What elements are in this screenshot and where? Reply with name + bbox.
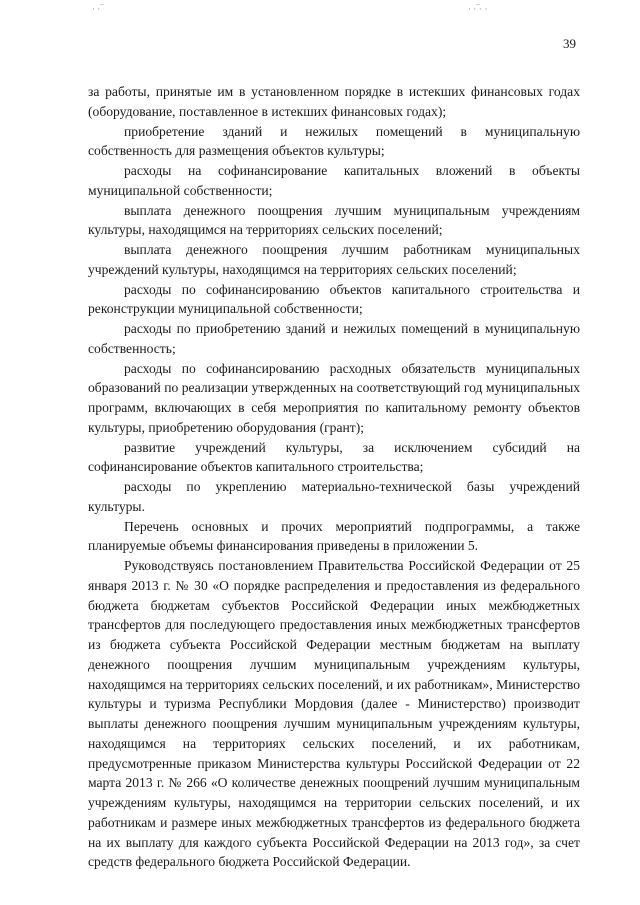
paragraph: Перечень основных и прочих мероприятий подпрограммы, а также планируемые объемы финансирования приведены в приложении 5. (88, 518, 580, 554)
paragraph: расходы по софинансированию расходных обязательств муниципальных образований по реализации утвержденных на соответствующий год муниципальных программ, включающих в себя мероприятия по капитальному ремонту объектов культуры, приобретению оборудования (грант); (88, 360, 580, 435)
paragraph: расходы по укреплению материально-технической базы учреждений культуры. (88, 479, 580, 514)
paragraph: расходы по софинансированию объектов капитального строительства и реконструкции муниципальной собственности; (88, 281, 580, 317)
paragraph: выплата денежного поощрения лучшим муниципальным учреждениям культуры, находящимся на территориях сельских поселений; (88, 202, 580, 238)
page-number: 39 (563, 36, 576, 51)
paragraph: выплата денежного поощрения лучшим работникам муниципальных учреждений культуры, находящимся на территориях сельских поселений; (88, 242, 580, 277)
paragraph: расходы по приобретению зданий и нежилых помещений в муниципальную собственность; (88, 321, 580, 356)
paragraph: приобретение зданий и нежилых помещений в муниципальную собственность для размещения объектов культуры; (88, 123, 580, 159)
paragraph: расходы на софинансирование капитальных вложений в объекты муниципальной собственности; (88, 163, 580, 198)
scan-mark-left: · ·‾ (92, 4, 104, 14)
paragraph: за работы, принятые им в установленном порядке в истекших финансовых годах (оборудование, поставленное в истекших финансовых годах); (88, 84, 580, 119)
document-body (88, 82, 580, 872)
scan-mark-right: · ·‾· · (468, 4, 488, 14)
paragraph: развитие учреждений культуры, за исключением субсидий на софинансирование объектов капитального строительства; (88, 439, 580, 475)
paragraph: Руководствуясь постановлением Правительства Российской Федерации от 25 января 2013 г. № 30 «О порядке распределения и предоставления из федерального бюджета бюджетам субъектов Российской Федерации иных межбюджетных трансфертов для последующего предоставления иных межбюджетных трансфертов из бюджета субъекта Российской Федерации местным бюджетам на выплату денежного поощрения лучшим муниципальным учреждениям культуры, находящимся на территориях сельских поселений, и их работникам», Министерство культуры и туризма Республики Мордовия (далее - Министерство) производит выплаты денежного поощрения лучшим муниципальным учреждениям культуры, находящимся на территориях сельских поселений, и их работникам, предусмотренные приказом Министерства культуры Российской Федерации от 22 марта 2013 г. № 266 «О количестве денежных поощрений лучшим муниципальным учреждениям культуры, находящимся на территории сельских поселений, и их работникам и размере иных межбюджетных трансфертов из федерального бюджета на их выплату для каждого субъекта Российской Федерации на 2013 год», за счет средств федерального бюджета Российской Федерации. (88, 558, 580, 870)
